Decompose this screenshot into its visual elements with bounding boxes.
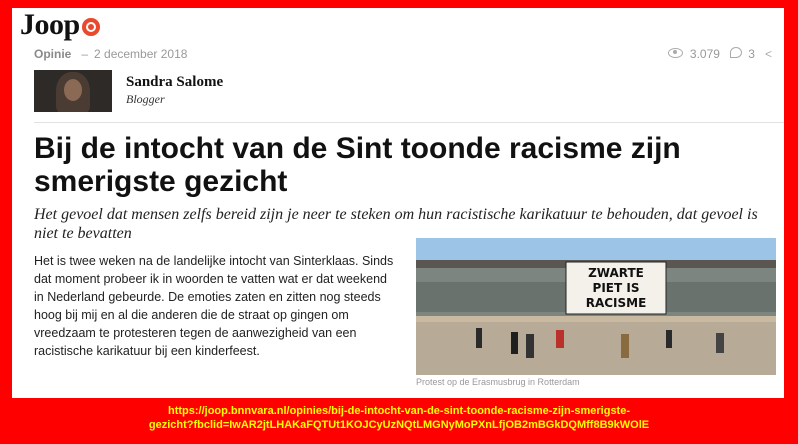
banner-line-1: ZWARTE: [588, 266, 644, 280]
views-value: 3.079: [689, 47, 720, 61]
banner-line-2: PIET IS: [592, 281, 640, 295]
share-icon[interactable]: <: [764, 47, 772, 61]
publish-date: 2 december 2018: [94, 47, 188, 61]
divider: [34, 122, 784, 123]
author-name[interactable]: Sandra Salome: [126, 74, 224, 90]
views-count: [668, 47, 720, 61]
article-meta: [12, 44, 784, 64]
site-header: [12, 8, 784, 42]
comment-icon: [730, 47, 742, 58]
eye-icon: [668, 48, 683, 58]
screenshot-frame: [12, 8, 784, 398]
site-logo[interactable]: [20, 8, 100, 42]
protest-photo-illustration: [416, 238, 776, 375]
category-link[interactable]: Opinie: [34, 47, 72, 61]
article-body: Het is twee weken na de landelijke intocht van Sinterklaas. Sinds dat moment probeer ik in woorden te vatten wat er dat weekend in Nederland gebeurde. De emoties zaten en zitten nog steeds hoog bij mij en al die anderen die de straat op gingen om vreedzaam te protesteren tegen de aanwezigheid van een racistische karikatuur bij een kinderfeest.: [34, 254, 394, 358]
comments-value: 3: [748, 47, 755, 61]
meta-separator: –: [81, 47, 89, 61]
logo-text: Joop: [20, 8, 80, 41]
author-info: [126, 74, 223, 107]
source-url-line-2: gezicht?fbclid=IwAR2jtLHAKaFQTUt1KOJCyUzNQtLMGNyMoPXnLfjOB2mBGkDQMff8B9kWOlE: [148, 419, 650, 431]
logo-dot-icon: [82, 18, 100, 36]
article-headline: Bij de intocht van de Sint toonde racisme zijn smerigste gezicht: [34, 132, 681, 198]
author-block: [34, 70, 784, 118]
author-role: Blogger: [126, 92, 165, 106]
author-avatar[interactable]: [34, 70, 112, 112]
source-url[interactable]: [0, 404, 798, 432]
photo-caption: Protest op de Erasmusbrug in Rotterdam: [416, 377, 580, 387]
meta-stats: [668, 47, 772, 61]
comments-count[interactable]: [730, 47, 755, 61]
source-url-line-1: https://joop.bnnvara.nl/opinies/bij-de-intocht-van-de-sint-toonde-racisme-zijn-smerigste-: [167, 405, 631, 417]
banner-line-3: RACISME: [585, 296, 647, 310]
article-photo[interactable]: [416, 238, 776, 375]
article-standfirst: Het gevoel dat mensen zelfs bereid zijn je neer te steken om hun racistische karikatuur te behouden, dat gevoel is niet te bevatten: [34, 206, 758, 242]
